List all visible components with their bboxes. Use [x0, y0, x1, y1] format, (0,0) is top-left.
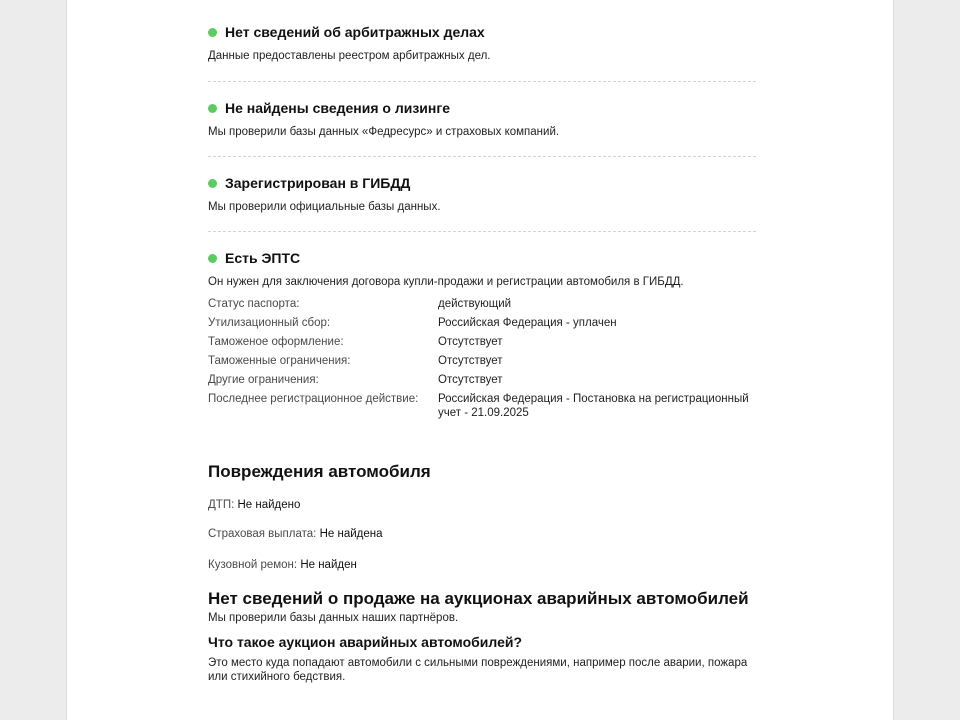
status-ok-dot-icon [208, 28, 217, 37]
epts-row [208, 354, 756, 373]
check-epts-description: Он нужен для заключения договора купли-продажи и регистрации автомобиля в ГИБДД. [208, 276, 684, 288]
epts-row [208, 392, 756, 425]
damage-label: Кузовной ремон: [208, 559, 298, 571]
check-epts-title-text: Есть ЭПТС [225, 250, 301, 266]
epts-label: Статус паспорта: [208, 298, 300, 310]
check-registration-title-text: Зарегистрирован в ГИБДД [225, 175, 411, 191]
epts-value: Отсутствует [438, 355, 503, 367]
epts-row [208, 316, 756, 335]
check-leasing-title [208, 99, 756, 117]
check-registration-title [208, 174, 756, 192]
status-ok-dot-icon [208, 179, 217, 188]
check-registration [208, 157, 756, 232]
epts-row [208, 373, 756, 392]
epts-row [208, 297, 756, 316]
epts-value: Российская Федерация - уплачен [438, 317, 617, 329]
check-arbitration-description: Данные предоставлены реестром арбитражных дел. [208, 50, 491, 62]
epts-label: Утилизационный сбор: [208, 317, 331, 329]
damage-row-accident [208, 498, 756, 513]
epts-label: Другие ограничения: [208, 374, 319, 386]
check-arbitration-title-text: Нет сведений об арбитражных делах [225, 24, 485, 40]
damage-row-insurance [208, 527, 756, 542]
check-registration-description: Мы проверили официальные базы данных. [208, 201, 441, 213]
check-arbitration [208, 0, 756, 82]
auction-question: Что такое аукцион аварийных автомобилей? [208, 634, 523, 650]
epts-value: действующий [438, 298, 512, 310]
check-leasing [208, 82, 756, 157]
auction-section-title: Нет сведений о продаже на аукционах аварийных автомобилей [208, 589, 749, 608]
report-content [208, 0, 756, 684]
status-ok-dot-icon [208, 104, 217, 113]
epts-label: Таможеное оформление: [208, 336, 344, 348]
epts-row [208, 335, 756, 354]
check-leasing-title-text: Не найдены сведения о лизинге [225, 100, 450, 116]
status-ok-dot-icon [208, 254, 217, 263]
damage-row-body-repair [208, 558, 756, 573]
epts-value: Отсутствует [438, 336, 503, 348]
damage-value: Не найдено [237, 499, 301, 511]
epts-value: Российская Федерация - Постановка на регистрационный учет - 21.09.2025 [438, 393, 749, 419]
damage-value: Не найден [300, 559, 357, 571]
check-epts-title [208, 249, 756, 267]
auction-subtitle: Мы проверили базы данных наших партнёров. [208, 612, 459, 624]
epts-label: Последнее регистрационное действие: [208, 393, 419, 405]
damage-value: Не найдена [319, 528, 383, 540]
damage-label: ДТП: [208, 499, 235, 511]
damage-section-title: Повреждения автомобиля [208, 462, 431, 481]
check-arbitration-title [208, 23, 756, 41]
epts-label: Таможенные ограничения: [208, 355, 351, 367]
check-leasing-description: Мы проверили базы данных «Федресурс» и страховых компаний. [208, 126, 560, 138]
epts-value: Отсутствует [438, 374, 503, 386]
auction-answer: Это место куда попадают автомобили с сильными повреждениями, например после аварии, пожара или стихийного бедствия. [208, 657, 748, 683]
report-page [66, 0, 894, 720]
damage-label: Страховая выплата: [208, 528, 317, 540]
epts-details-table [208, 297, 756, 425]
check-epts [208, 232, 756, 425]
